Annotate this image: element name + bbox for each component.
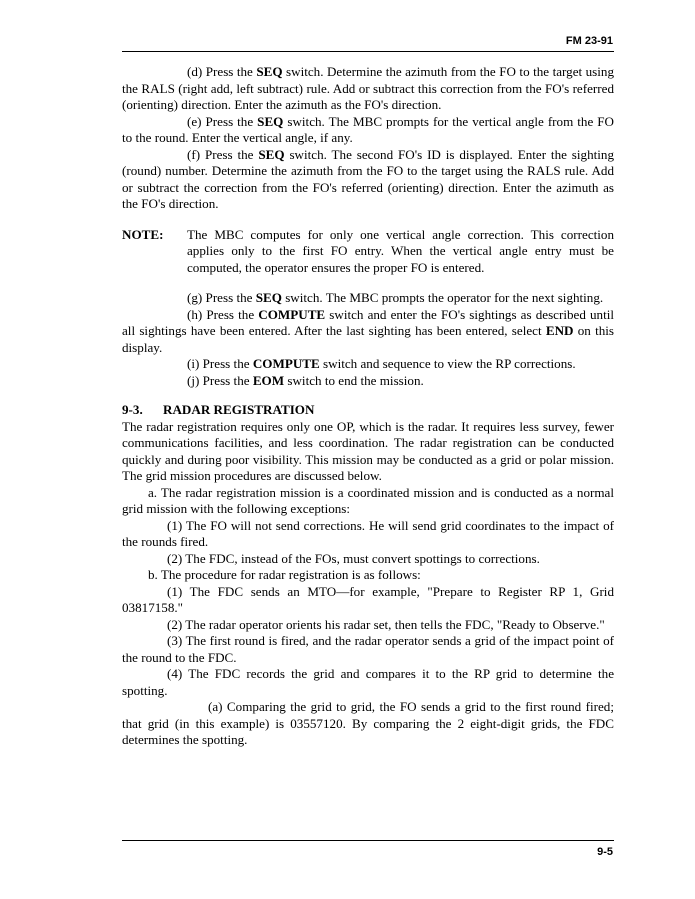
step-g-text-2: switch. The MBC prompts the operator for the next sighting. — [281, 290, 604, 305]
section-heading — [122, 402, 614, 419]
item-b4: (4) The FDC records the grid and compares it to the RP grid to determine the spotting. — [122, 666, 614, 698]
step-g-text: (g) Press the — [187, 290, 256, 305]
step-d — [122, 64, 614, 114]
step-e-text: (e) Press the — [187, 113, 258, 129]
item-a2: (2) The FDC, instead of the FOs, must convert spottings to corrections. — [167, 550, 540, 566]
page-content — [122, 64, 614, 749]
step-g-key: SEQ — [255, 290, 282, 305]
step-i-text-2: switch and sequence to view the RP corrections. — [319, 356, 576, 371]
spacer — [122, 389, 614, 402]
step-d-text-2: switch. Determine the azimuth from the FO to the target using the RALS (right add, left subtract) rule. Add or subtract this correction from the FO's referred (orienting) direction. Enter the azimuth as the FO's direction. — [122, 64, 614, 112]
step-i — [122, 356, 614, 373]
step-h — [122, 307, 614, 357]
item-b2: (2) The radar operator orients his radar set, then tells the FDC, "Ready to Observe." — [167, 616, 605, 632]
step-i-text: (i) Press the — [187, 356, 253, 371]
note-label: NOTE: — [122, 226, 164, 242]
item-b1: (1) The FDC sends an MTO—for example, "Prepare to Register RP 1, Grid 03817158." — [122, 583, 614, 615]
step-d-text: (d) Press the — [187, 64, 257, 79]
item-b4a: (a) Comparing the grid to grid, the FO sends a grid to the first round fired; that grid (in this example) is 03557120. By comparing the 2 eight-digit grids, the FDC determines the spotting. — [122, 699, 614, 747]
item-b: b. The procedure for radar registration is as follows: — [148, 567, 421, 582]
document-code: FM 23-91 — [565, 35, 613, 47]
page-number: 9-5 — [597, 846, 613, 858]
item-b3: (3) The first round is fired, and the radar operator sends a grid of the impact point of the round to the FDC. — [122, 633, 614, 665]
step-h-text-2: switch and enter the FO's sightings as described until all sightings have been entered. After the last sighting has been entered, select — [122, 306, 614, 338]
note-text: The MBC computes for only one vertical angle correction. This correction applies only to the first FO entry. When the vertical angle entry must be computed, the operator ensures the proper FO is entered. — [187, 226, 614, 275]
step-g — [122, 290, 614, 307]
step-j-key: EOM — [252, 372, 285, 388]
spacer — [122, 276, 614, 290]
step-e-key: SEQ — [257, 113, 284, 129]
item-a: a. The radar registration mission is a coordinated mission and is conducted as a normal grid mission with the following exceptions: — [122, 484, 614, 516]
step-j — [122, 373, 614, 390]
step-e-text-2: switch. The MBC prompts for the vertical angle from the FO to the round. Enter the vertical angle, if any. — [122, 113, 614, 145]
step-f-key: SEQ — [258, 146, 285, 162]
section-title: RADAR REGISTRATION — [163, 402, 315, 417]
step-i-key: COMPUTE — [252, 356, 320, 371]
step-d-key: SEQ — [256, 64, 283, 79]
section-number: 9-3. — [122, 402, 143, 417]
step-e — [122, 114, 614, 147]
item-a1: (1) The FO will not send corrections. He will send grid coordinates to the impact of the rounds fired. — [122, 517, 614, 549]
step-h-text: (h) Press the — [187, 306, 259, 322]
spacer — [122, 213, 614, 227]
step-f-text-2: switch. The second FO's ID is displayed. Enter the sighting (round) number. Determine the azimuth from the FO to the target using the RALS rule. Add or subtract the correction from the FO's referred (orienting) direction. Enter the azimuth as the FO's direction. — [122, 146, 615, 211]
step-j-text-2: switch to end the mission. — [284, 372, 424, 388]
step-j-text: (j) Press the — [187, 372, 253, 388]
step-h-key: COMPUTE — [258, 306, 326, 322]
step-h-key-2: END — [545, 323, 574, 338]
header-rule — [122, 51, 614, 52]
note-block — [122, 227, 614, 277]
footer-rule — [122, 840, 614, 841]
section-intro: The radar registration requires only one OP, which is the radar. It requires less survey, fewer communications facilities, and less coordination. The radar registration can be conducted quickly and during poor visibility. This mission may be conducted as a grid or polar mission. The grid mission procedures are discussed below. — [122, 418, 614, 483]
step-f — [122, 147, 614, 213]
step-h-text-3: on this display. — [122, 323, 614, 355]
step-f-text: (f) Press the — [187, 146, 259, 162]
